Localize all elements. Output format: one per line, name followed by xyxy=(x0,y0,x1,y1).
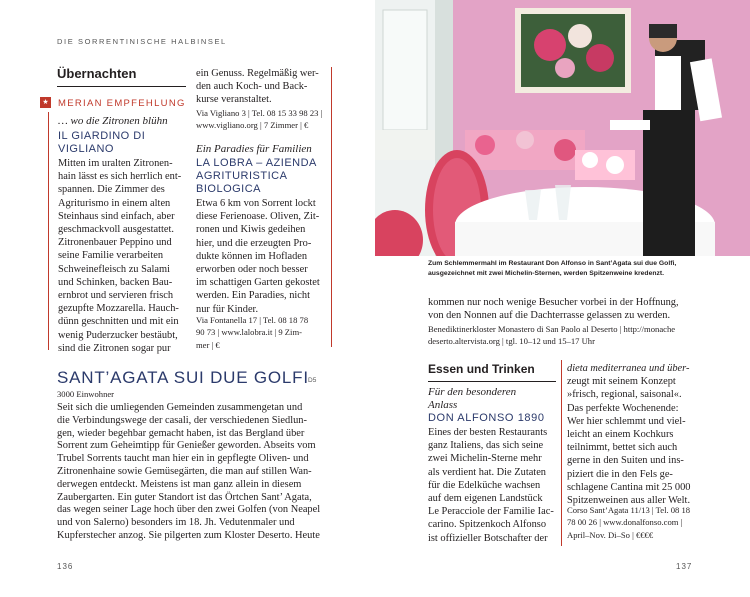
photo-caption xyxy=(428,259,748,279)
text-line: das wegen seiner Lage hoch über den zwei Golfen (von Neapel xyxy=(57,504,321,516)
restaurant-address xyxy=(567,504,697,541)
hotel2-name-line: AGRITURISTICA xyxy=(196,170,288,182)
text-line: Agriturismo in einem alten xyxy=(58,197,171,209)
column-red-rule xyxy=(331,67,332,347)
text-line: Kupferstecher anzog. Sie pilgerten zum Kloster Deserto. Heute xyxy=(57,529,320,541)
text-line: Wer hier schlemmt und viel- xyxy=(567,415,686,427)
text-line: die Verbindungswege der casali, der verschiedenen Siedlun- xyxy=(57,414,307,426)
page-number-right: 137 xyxy=(676,562,693,571)
hotel2-address xyxy=(196,314,326,351)
hotel2-description xyxy=(196,197,322,316)
hotel2-name xyxy=(196,157,317,196)
text-line: und von Salerno) besonders im 18. Jh. Vedutenmaler und xyxy=(57,517,295,529)
text-line: Schweinefleisch zu Salami xyxy=(58,263,170,275)
restaurant-description-continued xyxy=(567,362,695,507)
text-line: sind die Zitronen sogar pur xyxy=(58,342,171,354)
text-line: dieta mediterranea und über- xyxy=(567,363,690,374)
address-line: Via Fontanella 17 | Tel. 08 18 78 xyxy=(196,315,309,325)
text-line: spannen. Die Zimmer des xyxy=(58,184,165,196)
text-line: Zitronenbauer Peppino und xyxy=(58,237,172,249)
hotel1-name xyxy=(58,130,145,156)
address-line: deserto.altervista.org | tgl. 10–12 und 15–17 Uhr xyxy=(428,336,595,347)
intro-line: Für den besonderen xyxy=(428,386,517,398)
text-line: Seit sich die umliegenden Gemeinden zusammengetan und xyxy=(57,402,303,413)
text-line: dukte können im Hofladen xyxy=(196,250,308,262)
address-line: 90 73 | www.lalobra.it | 9 Zim- xyxy=(196,327,302,338)
text-line: leicht an einem Kochkurs xyxy=(567,429,674,441)
text-line: gerne in den Suiten und ins- xyxy=(567,455,684,467)
address-line: www.vigliano.org | 7 Zimmer | € xyxy=(196,120,309,131)
text-line: ganz Italiens, das sich seine xyxy=(428,440,544,452)
text-line: gen, wieder begehbar gemacht haben, ist das Bergland über xyxy=(57,427,305,439)
text-line: Das perfekte Wochenende: xyxy=(567,402,679,414)
address-line: Benediktinerkloster Monastero di San Paolo al Deserto | http://monache xyxy=(428,324,676,334)
text-line: Steinhaus sind einfach, aber xyxy=(58,210,175,222)
heading-rule xyxy=(57,86,186,87)
text-line: zwei Michelin-Sterne mehr xyxy=(428,453,542,465)
hotel1-description-continued xyxy=(196,67,324,107)
population: 3000 Einwohner xyxy=(57,389,115,399)
text-line: seine Familie verarbeiten xyxy=(58,250,164,262)
column-red-rule xyxy=(561,360,562,546)
text-line: als verdient hat. Die Zutaten xyxy=(428,466,547,478)
hotel2-intro: Ein Paradies für Familien xyxy=(196,143,312,155)
address-line: April–Nov. Di–So | €€€€ xyxy=(567,529,654,540)
essen-heading: Essen und Trinken xyxy=(428,362,535,376)
text-line: zeugt mit seinem Konzept xyxy=(567,376,676,388)
text-line: erworben oder noch besser xyxy=(196,264,308,276)
hotel2-name-line: LA LOBRA – AZIENDA xyxy=(196,157,317,169)
restaurant-scene-illustration xyxy=(375,0,750,256)
text-line: hier, und die erzeugten Pro- xyxy=(196,237,312,249)
text-line: Sorrent zum Geheimtipp für Genießer geworden. Abseits vom xyxy=(57,440,316,452)
text-line: Zitronenhaine sowie Gemüsegärten, die man auf stillen Wan- xyxy=(57,465,312,477)
text-line: geschmackvoll ausgestattet. xyxy=(58,224,174,236)
text-line: ist offizieller Botschafter der xyxy=(428,532,548,544)
recommendation-red-rule xyxy=(48,112,49,350)
address-line: Via Vigliano 3 | Tel. 08 15 33 98 23 | xyxy=(196,108,323,118)
grid-reference: D5 xyxy=(308,377,317,384)
restaurant-photo xyxy=(375,0,750,256)
caption-line: Zum Schlemmermahl im Restaurant Don Alfonso in Sant’Agata sui due Golfi, xyxy=(428,260,677,267)
text-line: gezupfte Mozzarella. Hauch- xyxy=(58,303,179,315)
text-line: wenig Puderzucker bestäubt, xyxy=(58,329,178,341)
text-line: teilnimmt, bettet sich auch xyxy=(567,442,678,454)
page-number-left: 136 xyxy=(57,562,74,571)
uebernachten-heading: Übernachten xyxy=(57,66,137,81)
address-line: Corso Sant’Agata 11/13 | Tel. 08 18 xyxy=(567,505,691,515)
text-line: ernbrot und servieren frisch xyxy=(58,290,174,302)
hotel2-name-line: BIOLOGICA xyxy=(196,183,262,195)
address-line: 78 00 26 | www.donalfonso.com | xyxy=(567,517,683,528)
text-line: dünn geschnitten und mit ein xyxy=(58,316,179,328)
hotel1-name-line: VIGLIANO xyxy=(58,143,114,155)
text-line: den auch Koch- und Back- xyxy=(196,81,308,93)
text-line: ein Genuss. Regelmäßig wer- xyxy=(196,68,319,79)
sant-agata-description-continued xyxy=(428,297,696,323)
hotel1-intro: … wo die Zitronen blühn xyxy=(58,115,168,127)
address-line: mer | € xyxy=(196,339,220,350)
text-line: nur für Kinder. xyxy=(196,303,259,315)
merian-badge-icon: ★ xyxy=(40,97,51,108)
restaurant-intro xyxy=(428,386,516,412)
text-line: kommen nur noch wenige Besucher vorbei in der Hoffnung, xyxy=(428,297,679,308)
text-line: von den Nonnen auf die Dachterrasse gelassen zu werden. xyxy=(428,309,671,321)
text-line: Mitten im uralten Zitronen- xyxy=(58,158,173,169)
heading-rule xyxy=(428,381,556,382)
intro-line: Anlass xyxy=(428,399,458,411)
text-line: piziert die in den Fels ge- xyxy=(567,468,673,480)
text-line: diese Ferienoase. Oliven, Zit- xyxy=(196,211,320,223)
hotel1-address xyxy=(196,107,326,132)
text-line: Eines der besten Restaurants xyxy=(428,427,548,438)
text-line: »frisch, regional, saisonal«. xyxy=(567,389,682,401)
text-line: Le Peracciole der Familie Iac- xyxy=(428,506,554,518)
sant-agata-description xyxy=(57,402,325,543)
text-line: hain lässt es sich herrlich ent- xyxy=(58,171,182,183)
text-line: werden. Ein Paradies, nicht xyxy=(196,290,310,302)
restaurant-description xyxy=(428,426,556,545)
restaurant-name: DON ALFONSO 1890 xyxy=(428,412,545,424)
text-line: Trubel Sorrents taucht man hier ein in gepflegte Oliven- und xyxy=(57,453,309,465)
text-line: Spitzenweinen aus aller Welt. xyxy=(567,495,691,507)
running-head: DIE SORRENTINISCHE HALBINSEL xyxy=(57,37,227,46)
text-line: Etwa 6 km von Sorrent lockt xyxy=(196,198,316,209)
text-line: auf dem eigenen Landstück xyxy=(428,493,543,505)
text-line: ronen und Kiwis gedeihen xyxy=(196,224,306,236)
kloster-address xyxy=(428,323,696,348)
text-line: kurse veranstaltet. xyxy=(196,94,272,106)
text-line: schlagene Cantina mit 25 000 xyxy=(567,481,691,493)
caption-line: ausgezeichnet mit zwei Michelin-Sternen, werden Spitzenweine kredenzt. xyxy=(428,270,665,277)
text-line: Zaubergarten. Ein guter Standort ist das Örtchen Sant’ Agata, xyxy=(57,491,312,503)
hotel1-description xyxy=(58,157,183,355)
text-line: derwegen entdeckt. Meistens ist man ganz allein in diesem xyxy=(57,478,302,490)
hotel1-name-line: IL GIARDINO DI xyxy=(58,130,146,142)
text-line: im schattigen Garten gekostet xyxy=(196,277,320,289)
text-line: für die Edelküche wachsen xyxy=(428,479,541,491)
text-line: carino. Spitzenkoch Alfonso xyxy=(428,519,547,531)
sant-agata-title: SANT’AGATA SUI DUE GOLFI xyxy=(57,368,309,387)
text-line: und Schinken, backen Bau- xyxy=(58,276,173,288)
merian-recommendation-label: MERIAN EMPFEHLUNG xyxy=(58,98,186,109)
